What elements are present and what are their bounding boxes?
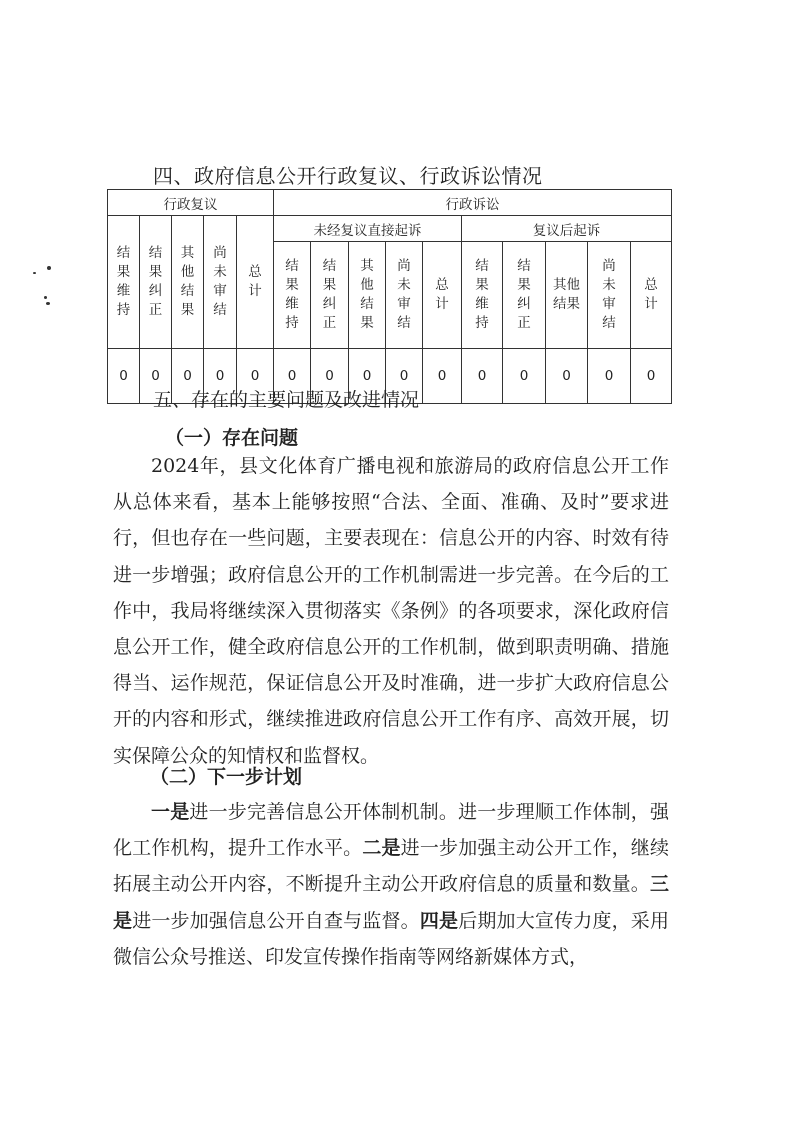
plan-text <box>113 794 669 975</box>
plan-lead: 三是 <box>113 873 669 932</box>
plan-item: 进一步完善信息公开体制机制。进一步理顺工作体制，强化工作机构，提升工作水平。 <box>113 801 669 860</box>
col-header: 结果维持 <box>108 216 140 349</box>
col-header: 结果纠正 <box>503 242 546 349</box>
col-header: 结果维持 <box>274 242 311 349</box>
value-cell: 0 <box>274 349 311 404</box>
col-header: 其他结果 <box>349 242 386 349</box>
value-cell: 0 <box>140 349 172 404</box>
header-admin-litigation: 行政诉讼 <box>274 190 672 216</box>
subsection-plan-title: （二）下一步计划 <box>150 766 303 788</box>
scan-mark <box>33 272 36 274</box>
value-cell: 0 <box>237 349 274 404</box>
value-cell: 0 <box>423 349 462 404</box>
plan-item: 进一步加强主动公开工作，继续拓展主动公开内容，不断提升主动公开政府信息的质量和数量。 <box>113 837 669 896</box>
review-litigation-table <box>107 189 672 404</box>
col-header: 其他结果 <box>172 216 204 349</box>
plan-item: 进一步加强信息公开自查与监督。 <box>132 909 420 932</box>
problems-paragraph <box>113 448 669 774</box>
value-cell: 0 <box>349 349 386 404</box>
col-header: 尚未审结 <box>386 242 423 349</box>
value-cell: 0 <box>204 349 237 404</box>
col-header: 尚未审结 <box>204 216 237 349</box>
scan-mark <box>44 296 47 299</box>
plan-paragraph <box>113 794 669 975</box>
value-cell: 0 <box>172 349 204 404</box>
value-cell: 0 <box>386 349 423 404</box>
value-cell: 0 <box>546 349 588 404</box>
plan-lead: 二是 <box>362 837 401 860</box>
plan-item: 后期加大宣传力度，采用微信公众号推送、印发宣传操作指南等网络新媒体方式， <box>113 909 669 968</box>
value-cell: 0 <box>108 349 140 404</box>
value-cell: 0 <box>631 349 672 404</box>
header-direct-litigation: 未经复议直接起诉 <box>274 216 462 242</box>
scan-mark <box>46 302 50 305</box>
header-admin-review: 行政复议 <box>108 190 274 216</box>
col-header: 结果维持 <box>462 242 503 349</box>
section-5-title: 五、存在的主要问题及改进情况 <box>153 389 420 411</box>
col-header: 尚未审结 <box>588 242 631 349</box>
col-header: 其他结果 <box>546 242 588 349</box>
header-after-review: 复议后起诉 <box>462 216 672 242</box>
col-header: 总计 <box>237 216 274 349</box>
subsection-problems-title: （一）存在问题 <box>165 427 299 449</box>
value-cell: 0 <box>503 349 546 404</box>
plan-lead: 一是 <box>151 801 190 823</box>
col-header: 总计 <box>423 242 462 349</box>
col-header: 结果纠正 <box>140 216 172 349</box>
section-4-title: 四、政府信息公开行政复议、行政诉讼情况 <box>153 164 543 188</box>
scan-mark <box>47 266 51 270</box>
plan-lead: 四是 <box>419 909 459 932</box>
col-header: 总计 <box>631 242 672 349</box>
col-header: 结果纠正 <box>311 242 349 349</box>
value-cell: 0 <box>311 349 349 404</box>
problems-text: 2024年，县文化体育广播电视和旅游局的政府信息公开工作从总体来看，基本上能够按照“合法、全面、准确、及时”要求进行，但也存在一些问题，主要表现在：信息公开的内容、时效有待进一步增强；政府信息公开的工作机制需进一步完善。在今后的工作中，我局将继续深入贯彻落实《条例》的各项要求，深化政府信息公开工作，健全政府信息公开的工作机制，做到职责明确、措施得当、运作规范，保证信息公开及时准确，进一步扩大政府信息公开的内容和形式，继续推进政府信息公开工作有序、高效开展，切实保障公众的知情权和监督权。 <box>113 455 669 767</box>
value-cell: 0 <box>588 349 631 404</box>
value-cell: 0 <box>462 349 503 404</box>
